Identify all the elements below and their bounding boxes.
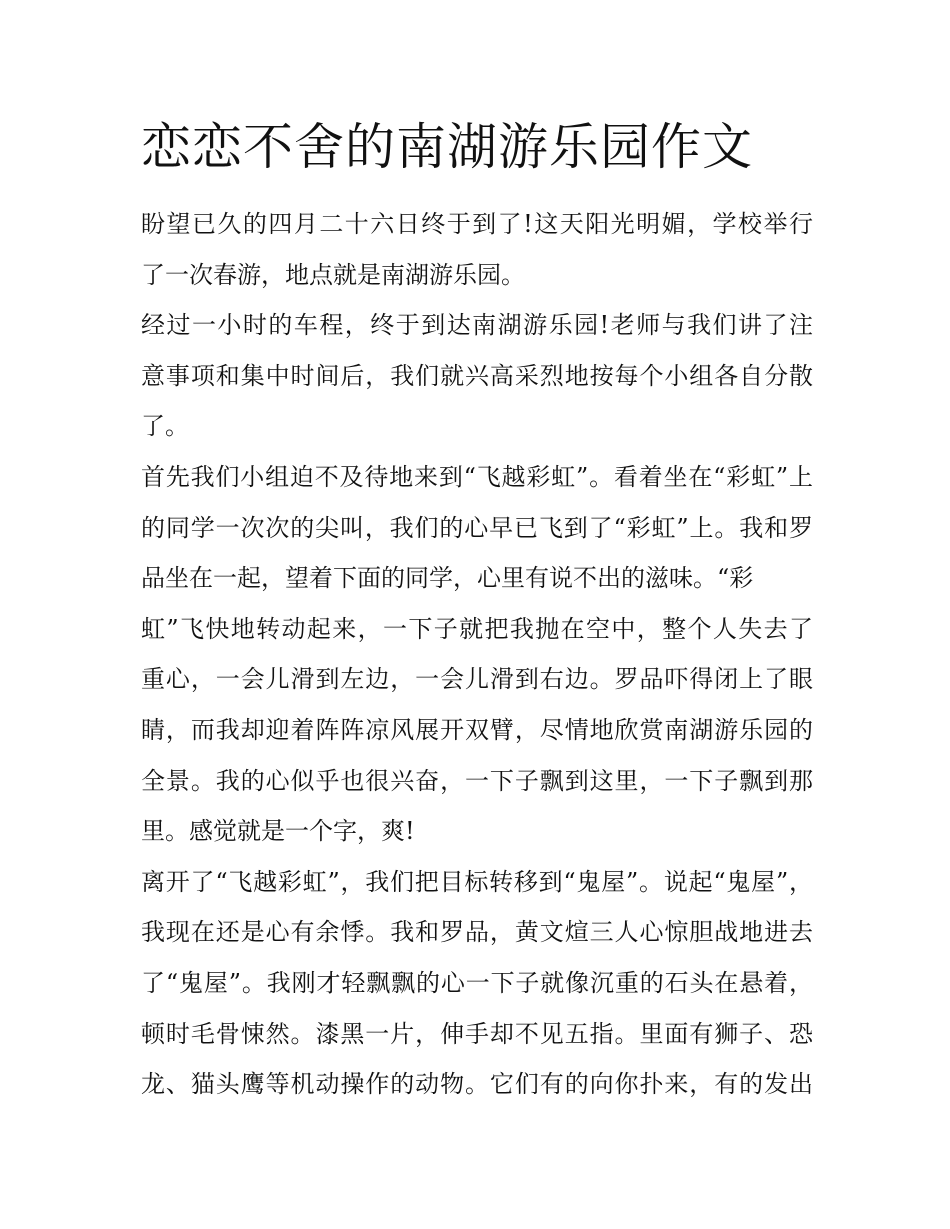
body-text-line: 首先我们小组迫不及待地来到“飞越彩虹”。看着坐在“彩虹”上	[141, 462, 813, 491]
body-text-line: 品坐在一起，望着下面的同学，心里有说不出的滋味。“彩	[141, 564, 754, 593]
body-text-line: 龙、猫头鹰等机动操作的动物。它们有的向你扑来，有的发出	[141, 1070, 813, 1099]
body-text-line: 意事项和集中时间后，我们就兴高采烈地按每个小组各自分散	[141, 361, 813, 390]
body-text-line: 里。感觉就是一个字，爽!	[141, 817, 415, 846]
body-text-line: 了“鬼屋”。我刚才轻飘飘的心一下子就像沉重的石头在悬着，	[141, 968, 813, 997]
document-body	[141, 199, 813, 1110]
body-text-line: 经过一小时的车程，终于到达南湖游乐园!老师与我们讲了注	[141, 311, 813, 340]
body-text-line: 虹”飞快地转动起来，一下子就把我抛在空中，整个人失去了	[141, 614, 813, 643]
body-text-line: 全景。我的心似乎也很兴奋，一下子飘到这里，一下子飘到那	[141, 766, 813, 795]
body-text-line: 了一次春游，地点就是南湖游乐园。	[141, 260, 525, 289]
body-text-line: 盼望已久的四月二十六日终于到了!这天阳光明媚，学校举行	[141, 210, 813, 238]
body-text-line: 顿时毛骨悚然。漆黑一片，伸手却不见五指。里面有狮子、恐	[141, 1019, 813, 1048]
body-text-line: 离开了“飞越彩虹”，我们把目标转移到“鬼屋”。说起“鬼屋”，	[141, 867, 813, 896]
body-text-line: 重心，一会儿滑到左边，一会儿滑到右边。罗品吓得闭上了眼	[141, 665, 813, 694]
body-text-line: 了。	[141, 412, 189, 441]
body-text-line: 睛，而我却迎着阵阵凉风展开双臂，尽情地欣赏南湖游乐园的	[141, 715, 813, 744]
body-text-line: 我现在还是心有余悸。我和罗品，黄文煊三人心惊胆战地进去	[141, 918, 813, 947]
body-text-line: 的同学一次次的尖叫，我们的心早已飞到了“彩虹”上。我和罗	[141, 513, 813, 542]
document-title: 恋恋不舍的南湖游乐园作文	[141, 118, 753, 176]
